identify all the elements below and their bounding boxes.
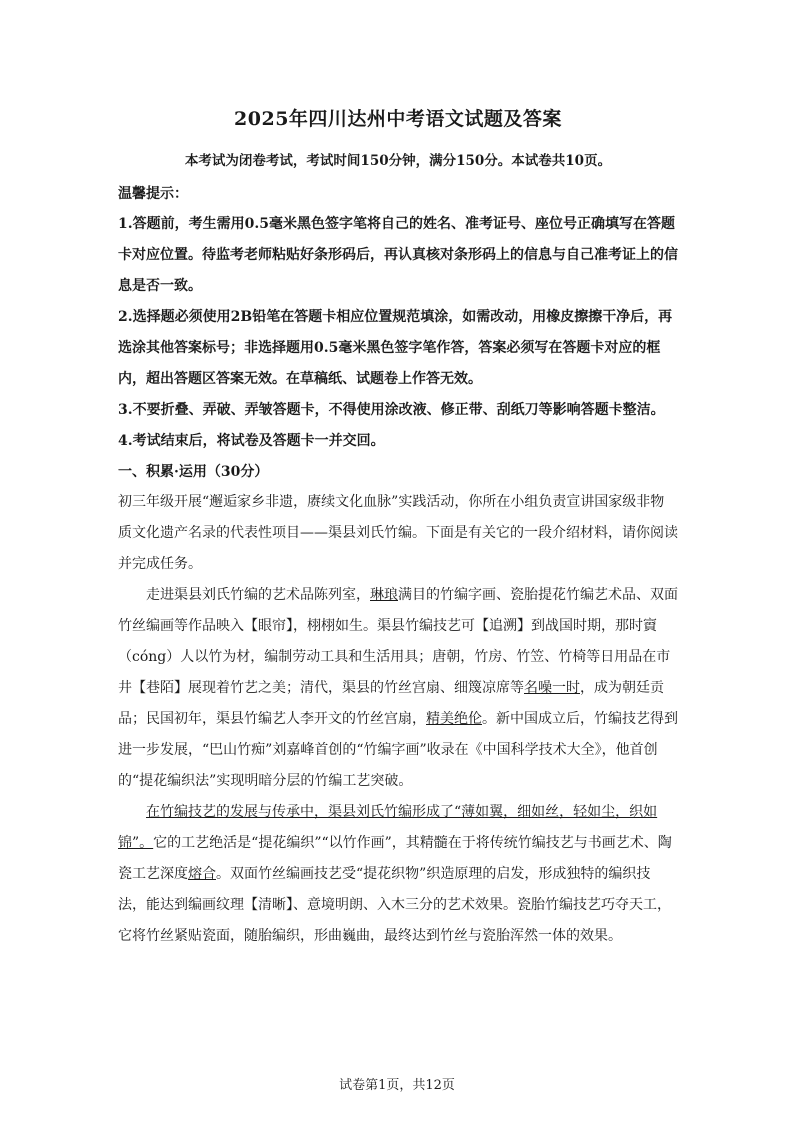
text-run: 走进渠县刘氏竹编的艺术品陈列室， (146, 587, 370, 603)
tips-header: 温馨提示： (118, 186, 188, 202)
text-run: 它的工艺绝活是“提花编织”“以竹作画”，其精髓在于将传统竹编技艺与书画艺术、陶瓷工艺深度 (118, 835, 672, 882)
text-run: 。双面竹丝编画技艺受“提花织物”织造原理的启发，形成独特的编织技法，能达到编画纹理【清晰】、意境明朗、入木三分的艺术效果。瓷胎竹编技艺巧夺天工，它将竹丝紧贴瓷面，随胎编织，形曲巍曲，最终达到竹丝与瓷胎浑然一体的效果。 (118, 866, 671, 944)
tip-item: 1.答题前，考生需用0.5毫米黑色签字笔将自己的姓名、准考证号、座位号正确填写在答题卡对应位置。待监考老师粘贴好条形码后，再认真核对条形码上的信息与自己准考证上的信息是否一致。 (118, 216, 678, 294)
text-run: ，成为朝廷贡品；民国初年，渠县竹编艺人李开文的竹丝宫扇， (118, 680, 664, 727)
underlined-sentence: 在竹编技艺的发展与传承中，渠县刘氏竹编形成了“薄如翼，细如丝，轻如尘，织如锦”。 (118, 804, 658, 851)
section-title: 一、积累·运用（30分） (118, 464, 269, 480)
material-paragraph-1 (118, 580, 678, 797)
intro-paragraph: 初三年级开展“邂逅家乡非遗，赓续文化血脉”实践活动，你所在小组负责宣讲国家级非物质文化遗产名录的代表性项目——渠县刘氏竹编。下面是有关它的一段介绍材料，请你阅读并完成任务。 (118, 494, 678, 572)
underlined-word: 熔合 (188, 866, 216, 882)
exam-page (118, 104, 678, 952)
underlined-word: 名噪一时 (524, 680, 580, 696)
tip-item: 3.不要折叠、弄破、弄皱答题卡，不得使用涂改液、修正带、刮纸刀等影响答题卡整洁。 (118, 402, 665, 418)
tip-item: 2.选择题必须使用2B铅笔在答题卡相应位置规范填涂，如需改动，用橡皮擦擦干净后，再选涂其他答案标号；非选择题用0.5毫米黑色签字笔作答，答案必须写在答题卡对应的框内，超出答题区答案无效。在草稿纸、试题卷上作答无效。 (118, 309, 673, 387)
page-footer: 试卷第1页，共12页 (339, 1078, 455, 1093)
tip-item: 4.考试结束后，将试卷及答题卡一并交回。 (118, 433, 385, 449)
exam-subtitle: 本考试为闭卷考试，考试时间150分钟，满分150分。本试卷共10页。 (184, 153, 612, 169)
underlined-word: 精美绝伦 (426, 711, 482, 727)
text-run: 。新中国成立后，竹编技艺得到进一步发展，“巴山竹痴”刘嘉峰首创的“竹编字画”收录在《中国科学技术大全》，他首创的“提花编织法”实现明暗分层的竹编工艺突破。 (118, 711, 678, 789)
underlined-word: 琳琅 (370, 587, 398, 603)
text-run: 满目的竹编字画、瓷胎提花竹编艺术品、双面竹丝编画等作品映入【眼帘】，栩栩如生。渠县竹编技艺可【追溯】到战国时期，那时賨（cóng）人以竹为材，编制劳动工具和生活用具；唐朝，竹房、竹笠、竹椅等日用品在市井【巷陌】展现着竹艺之美；清代，渠县的竹丝宫扇、细篾凉席等 (118, 587, 678, 696)
page-title: 2025年四川达州中考语文试题及答案 (234, 108, 562, 130)
material-paragraph-2 (118, 797, 678, 952)
